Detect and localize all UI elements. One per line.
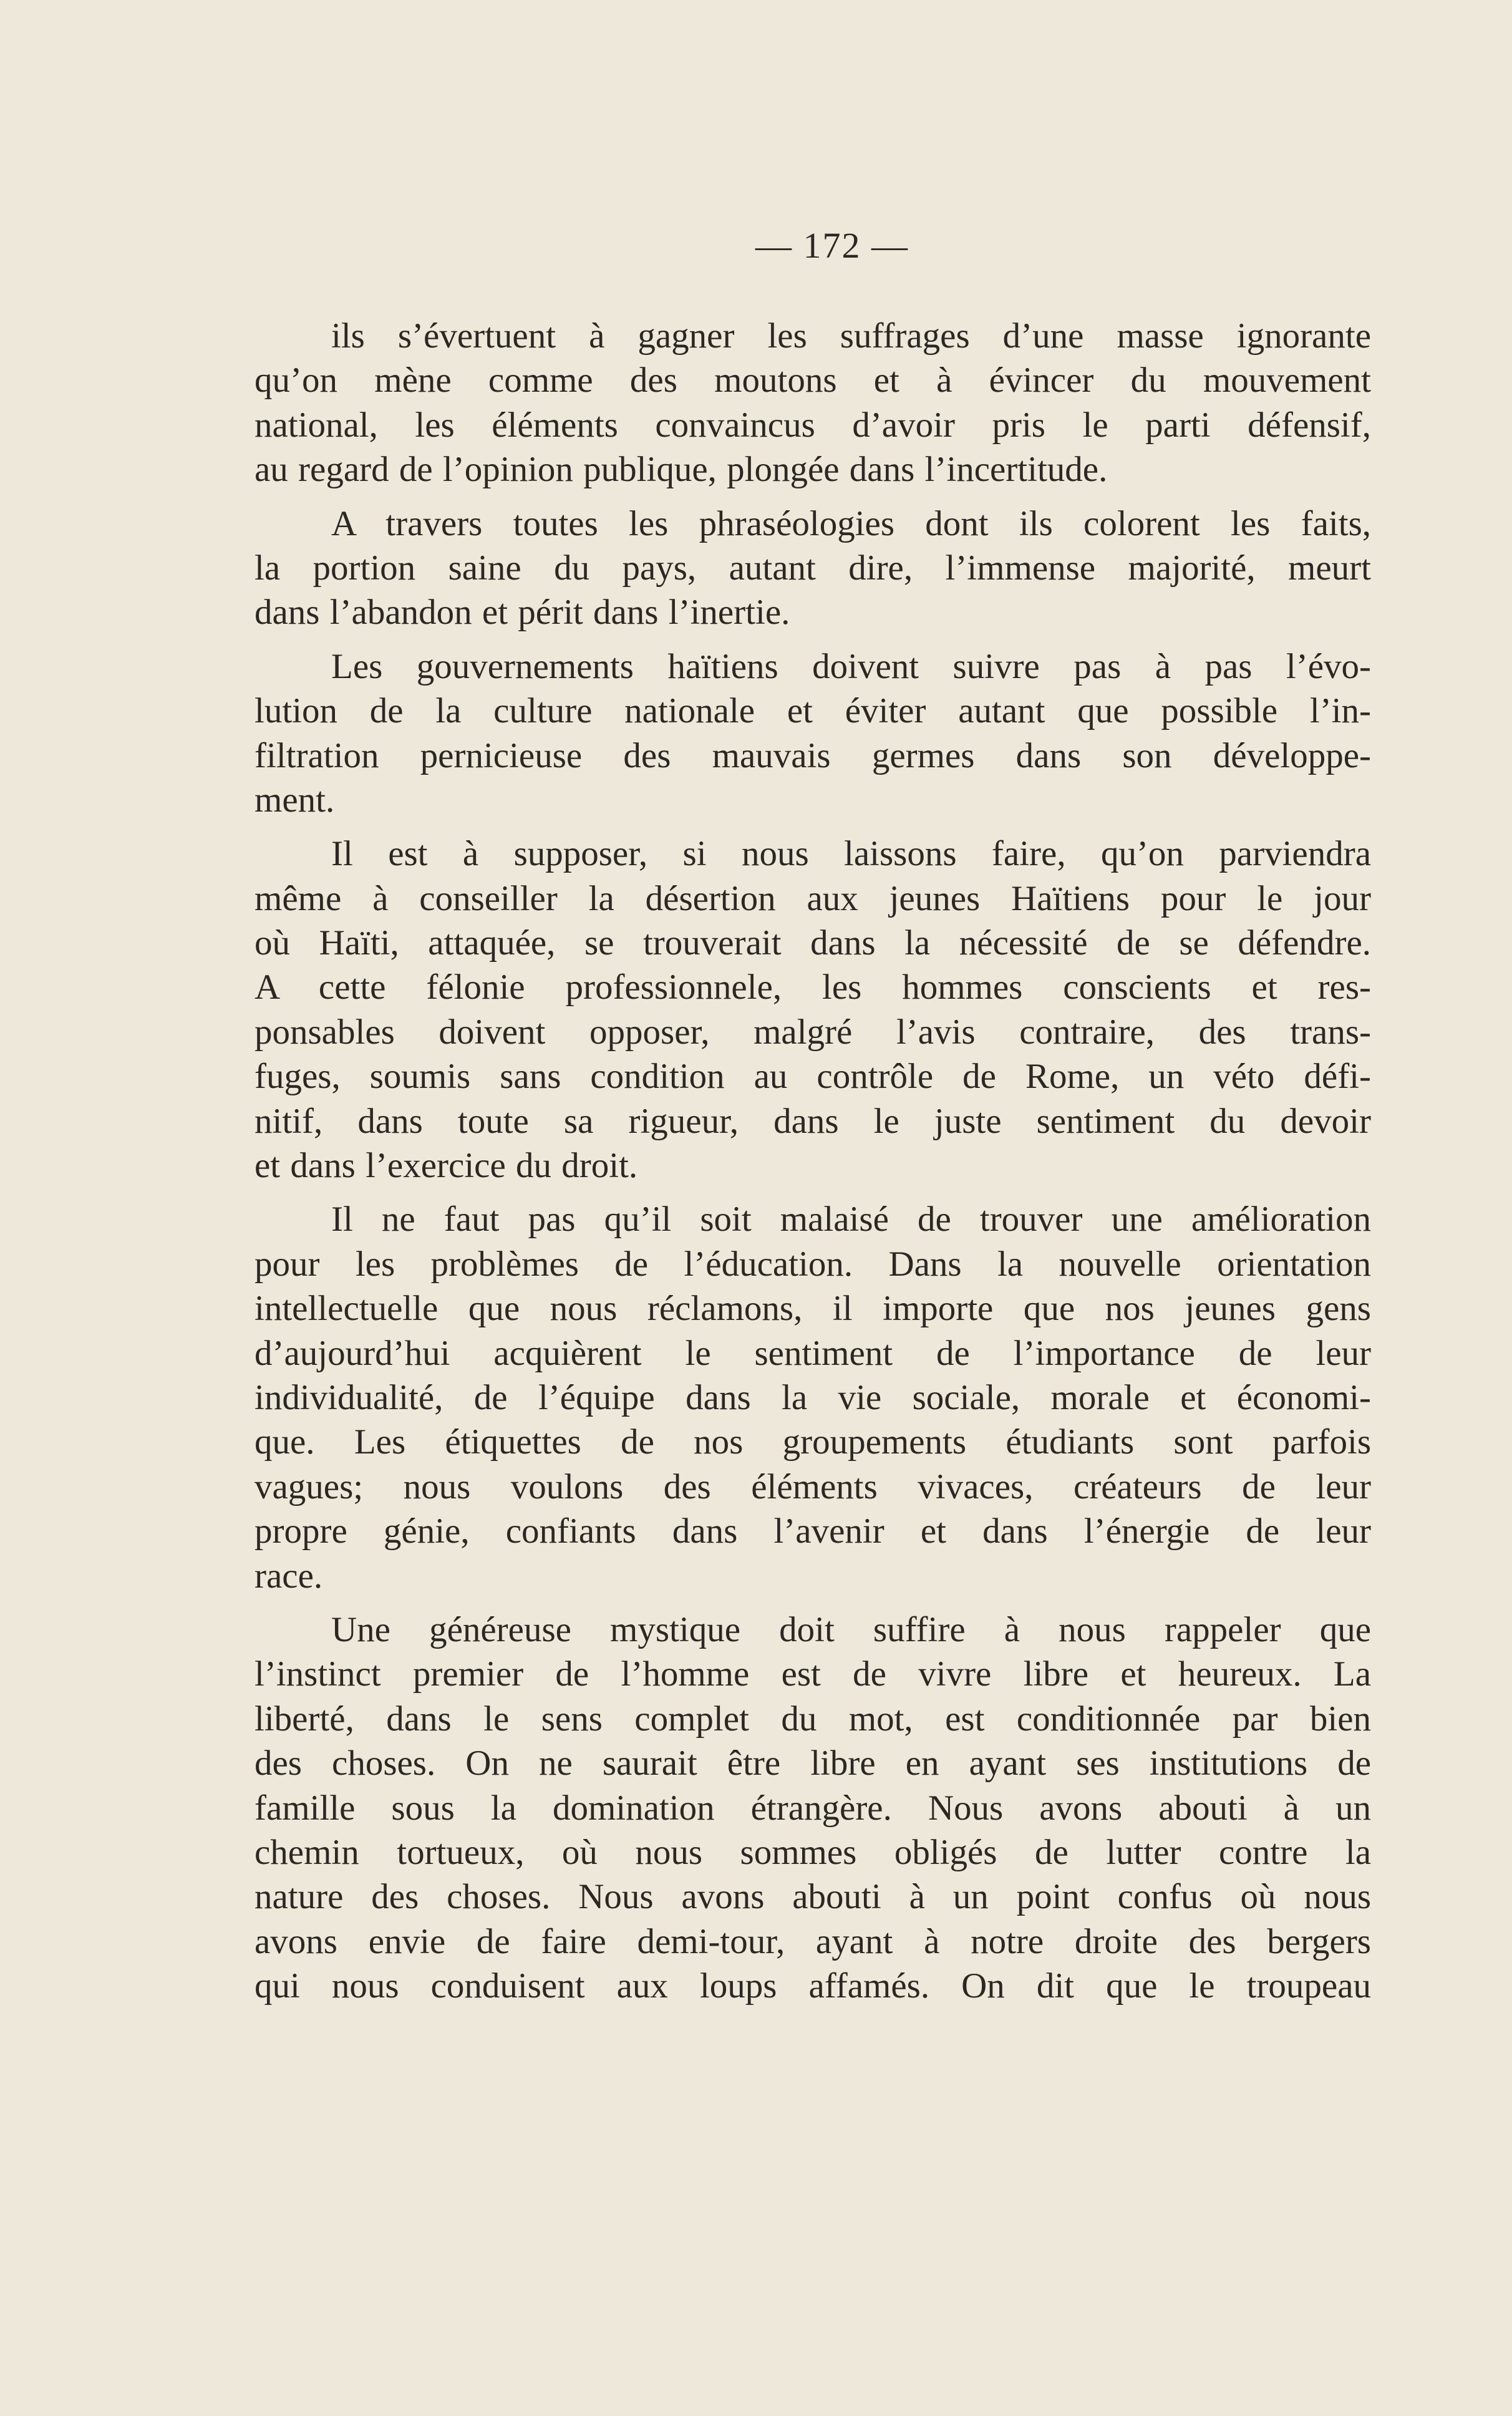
text-line: ponsables doivent opposer, malgré l’avis contraire, des trans-: [254, 1012, 1371, 1052]
text-line: pour les problèmes de l’éducation. Dans la nouvelle orientation: [254, 1244, 1371, 1284]
text-line: Les gouvernements haïtiens doivent suivre pas à pas l’évo-: [331, 646, 1371, 686]
text-line: fuges, soumis sans condition au contrôle de Rome, un véto défi-: [254, 1057, 1371, 1097]
text-line: filtration pernicieuse des mauvais germes dans son développe-: [254, 735, 1371, 775]
text-line: race.: [254, 1556, 323, 1596]
text-line: Il ne faut pas qu’il soit malaisé de trouver une amélioration: [331, 1200, 1371, 1240]
paragraph: [254, 314, 1371, 492]
text-line: d’aujourd’hui acquièrent le sentiment de l’importance de leur: [254, 1333, 1371, 1373]
text-line: Une généreuse mystique doit suffire à nous rappeler que: [331, 1609, 1371, 1649]
text-line: individualité, de l’équipe dans la vie sociale, morale et économi-: [254, 1377, 1371, 1417]
text-line: au regard de l’opinion publique, plongée dans l’incertitude.: [254, 450, 1108, 490]
text-line: qui nous conduisent aux loups affamés. On dit que le troupeau: [254, 1966, 1371, 2006]
text-line: où Haïti, attaquée, se trouverait dans la nécessité de se défendre.: [254, 923, 1371, 963]
text-line: A travers toutes les phraséologies dont ils colorent les faits,: [331, 503, 1371, 543]
paragraph: [254, 1608, 1371, 2009]
text-line: et dans l’exercice du droit.: [254, 1146, 638, 1186]
text-line: vagues; nous voulons des éléments vivaces, créateurs de leur: [254, 1467, 1371, 1506]
text-line: liberté, dans le sens complet du mot, est conditionnée par bien: [254, 1699, 1371, 1739]
body-text: [254, 314, 1371, 2017]
text-line: A cette félonie professionnele, les hommes conscients et res-: [254, 968, 1371, 1007]
paragraph: [254, 502, 1371, 635]
text-line: qu’on mène comme des moutons et à évincer du mouvement: [254, 361, 1371, 400]
page-number: — 172 —: [755, 225, 909, 266]
text-line: nitif, dans toute sa rigueur, dans le juste sentiment du devoir: [254, 1101, 1371, 1141]
text-line: ment.: [254, 780, 335, 820]
text-line: l’instinct premier de l’homme est de vivre libre et heureux. La: [254, 1654, 1371, 1694]
text-line: dans l’abandon et périt dans l’inertie.: [254, 593, 790, 633]
text-line: même à conseiller la désertion aux jeunes Haïtiens pour le jour: [254, 878, 1371, 918]
text-line: ils s’évertuent à gagner les suffrages d’une masse ignorante: [331, 316, 1371, 356]
text-line: chemin tortueux, où nous sommes obligés de lutter contre la: [254, 1832, 1371, 1872]
text-line: des choses. On ne saurait être libre en ayant ses institutions de: [254, 1744, 1371, 1783]
text-line: lution de la culture nationale et éviter autant que possible l’in-: [254, 691, 1371, 731]
text-line: famille sous la domination étrangère. Nous avons abouti à un: [254, 1788, 1371, 1828]
text-line: propre génie, confiants dans l’avenir et dans l’énergie de leur: [254, 1511, 1371, 1551]
text-line: national, les éléments convaincus d’avoir pris le parti défensif,: [254, 405, 1371, 445]
paragraph: [254, 644, 1371, 823]
text-line: la portion saine du pays, autant dire, l’immense majorité, meurt: [254, 548, 1371, 588]
text-line: que. Les étiquettes de nos groupements étudiants sont parfois: [254, 1422, 1371, 1462]
text-line: nature des choses. Nous avons abouti à un point confus où nous: [254, 1877, 1371, 1917]
text-line: intellectuelle que nous réclamons, il importe que nos jeunes gens: [254, 1289, 1371, 1329]
paragraph: [254, 1197, 1371, 1598]
text-line: Il est à supposer, si nous laissons faire, qu’on parviendra: [331, 834, 1371, 874]
paragraph: [254, 832, 1371, 1188]
text-line: avons envie de faire demi-tour, ayant à notre droite des bergers: [254, 1921, 1371, 1961]
